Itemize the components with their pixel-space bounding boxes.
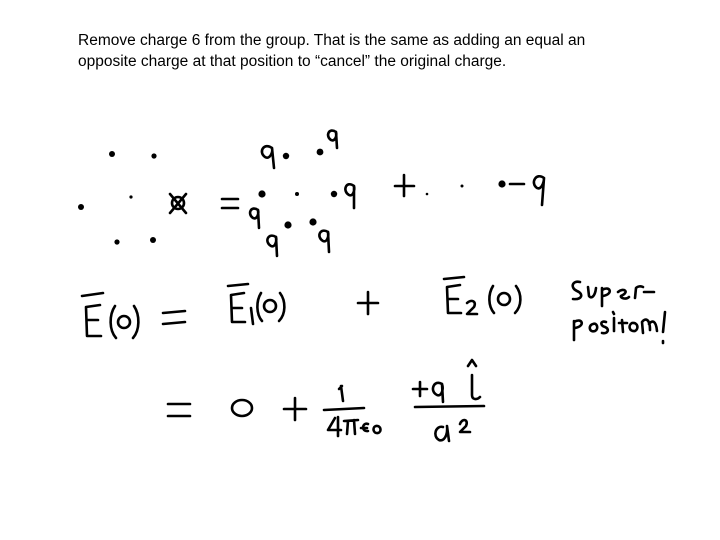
charge-group-labelled (250, 131, 354, 256)
equals-sign (163, 311, 185, 324)
instruction-line-1: Remove charge 6 from the group. That is the same as adding an equal an (78, 32, 586, 49)
charge-dot (129, 195, 132, 198)
charge-dot (78, 204, 84, 210)
removed-charge-mark (170, 194, 186, 213)
denominator-a-squared (435, 420, 470, 441)
E2-term (444, 277, 477, 314)
zero (232, 400, 252, 416)
minus-q-label (510, 176, 544, 205)
numerator-q (433, 383, 443, 402)
q-label (319, 231, 329, 252)
E-letter (82, 293, 103, 336)
superposition-note (573, 282, 665, 343)
plus-sign (284, 398, 306, 420)
fraction-one (339, 386, 343, 401)
instruction-line-2: opposite charge at that position to “cancel” the original charge. (78, 53, 507, 70)
q-label (267, 236, 277, 256)
charge-group-original (78, 151, 186, 245)
E1-term (228, 284, 253, 324)
charge-dot (114, 239, 119, 244)
q-label (250, 209, 259, 228)
equals-sign (222, 199, 238, 208)
charge-dot (150, 237, 156, 243)
four-pi-epsilon (328, 417, 380, 436)
charge-group-cancel (426, 176, 544, 205)
charge-dot (151, 153, 156, 158)
q-label (262, 146, 274, 168)
equation-2 (168, 360, 484, 441)
equals-sign (168, 404, 190, 416)
q-label (345, 184, 354, 208)
equation-1 (82, 277, 520, 338)
plus-sign (395, 175, 414, 196)
numerator-plus (413, 382, 427, 396)
plus-sign (358, 292, 378, 314)
q-label (328, 131, 337, 148)
unit-vector-i-hat (468, 360, 480, 399)
charge-dot (109, 151, 115, 157)
